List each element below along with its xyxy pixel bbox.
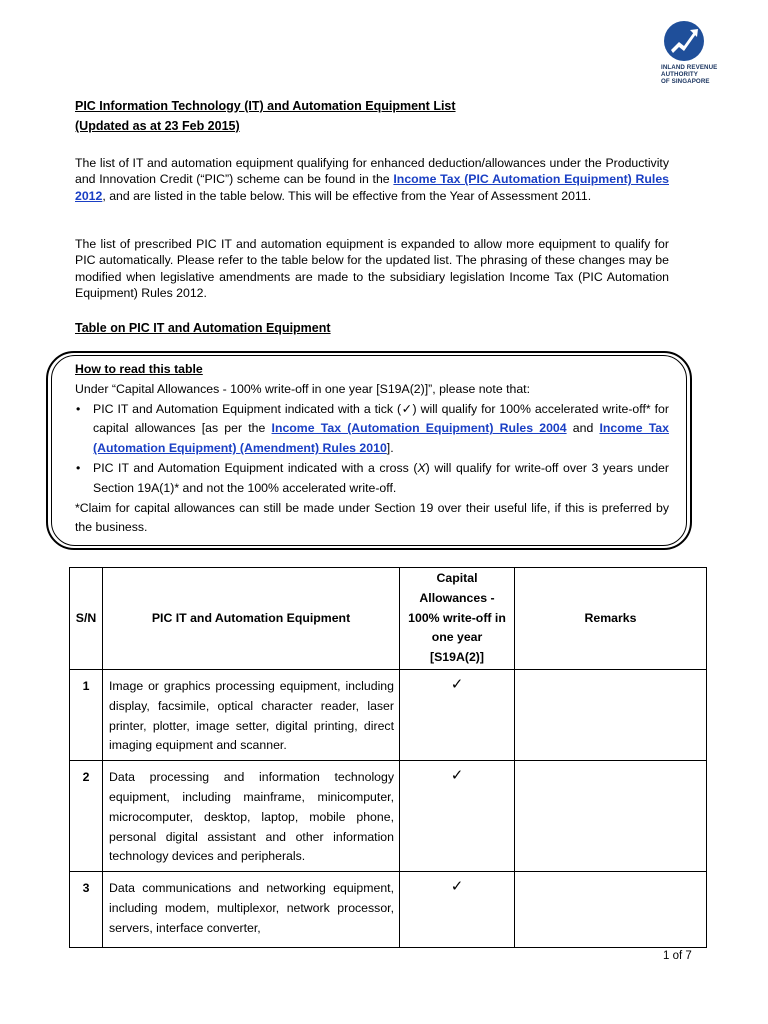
logo-text-line1: INLAND REVENUE	[661, 64, 718, 71]
table-header-row	[70, 568, 707, 670]
howto-bullet-cross: • PIC IT and Automation Equipment indicated with a cross (X) will qualify for write-off over 3 years under Section 19A(1)* and not the 100% accelerated write-off.	[76, 460, 669, 495]
logo-text-line3: OF SINGAPORE	[661, 78, 710, 85]
table-row	[70, 872, 707, 948]
row-tick-icon: ✓	[400, 761, 515, 872]
iras-logo	[661, 20, 741, 85]
row-equipment: Data processing and information technology equipment, including mainframe, minicomputer, microcomputer, desktop, laptop, mobile phone, personal digital assistant and other information technology devices and peripherals.	[103, 761, 400, 872]
howto-intro: Under “Capital Allowances - 100% write-off in one year [S19A(2)]”, please note that:	[75, 381, 530, 396]
pic-rules-2012-link[interactable]: Income Tax (PIC Automation Equipment) Rules 2012	[75, 172, 669, 203]
title-line2: (Updated as at 23 Feb 2015)	[75, 119, 240, 133]
automation-rules-2004-link[interactable]: Income Tax (Automation Equipment) Rules 2004	[271, 421, 567, 436]
expanded-list-paragraph: The list of prescribed PIC IT and automation equipment is expanded to allow more equipment to qualify for PIC automatically. Please refer to the table below for the updated list. The phrasing of these changes may be modified when legislative amendments are made to the subsidiary legislation Income Tax (PIC Automation Equipment) Rules 2012.	[75, 237, 669, 301]
header-sn: S/N	[70, 568, 103, 670]
equipment-table	[69, 567, 707, 948]
table-row	[70, 670, 707, 761]
intro-paragraph	[75, 155, 669, 204]
bullet-icon: •	[76, 460, 81, 475]
header-equipment: PIC IT and Automation Equipment	[103, 568, 400, 670]
logo-text-line2: AUTHORITY	[661, 71, 698, 78]
intro-text-before: The list of IT and automation equipment qualifying for enhanced deduction/allowances under the Productivity and Innovation Credit (“PIC”) scheme can be found in the	[75, 156, 669, 187]
howto-heading: How to read this table	[75, 362, 203, 376]
page-number: 1 of 7	[663, 950, 692, 962]
row-equipment: Data communications and networking equipment, including modem, multiplexor, network processor, servers, interface converter,	[103, 872, 400, 948]
row-remarks	[515, 761, 707, 872]
intro-text-after: , and are listed in the table below. This will be effective from the Year of Assessment 2011.	[102, 188, 592, 203]
document-title	[75, 96, 456, 136]
cross-icon: X	[417, 460, 426, 475]
table-heading: Table on PIC IT and Automation Equipment	[75, 321, 331, 335]
header-capital-allowances: Capital Allowances - 100% write-off in one year [S19A(2)]	[400, 568, 515, 670]
howto-box	[75, 360, 669, 538]
row-sn: 3	[70, 872, 103, 948]
row-sn: 2	[70, 761, 103, 872]
howto-list	[75, 400, 669, 499]
automation-amendment-rules-2010-link[interactable]: Income Tax (Automation Equipment) (Amendment) Rules 2010	[93, 421, 669, 456]
title-line1: PIC Information Technology (IT) and Automation Equipment List	[75, 99, 456, 113]
howto-footnote: *Claim for capital allowances can still be made under Section 19 over their useful life, if this is preferred by the business.	[75, 500, 669, 535]
howto-bullet-tick: • PIC IT and Automation Equipment indicated with a tick (✓) will qualify for 100% accelerated write-off* for capital allowances [as per the Income Tax (Automation Equipment) Rules 2004 and Income Tax (Automation Equipment) (Amendment) Rules 2010].	[76, 401, 669, 456]
row-remarks	[515, 872, 707, 948]
row-equipment: Image or graphics processing equipment, including display, facsimile, optical character reader, laser printer, plotter, image setter, digital printing, direct imaging equipment and scanner.	[103, 670, 400, 761]
table-row	[70, 761, 707, 872]
tick-icon: ✓	[401, 401, 413, 416]
row-remarks	[515, 670, 707, 761]
row-sn: 1	[70, 670, 103, 761]
row-tick-icon: ✓	[400, 670, 515, 761]
bullet-icon: •	[76, 401, 81, 416]
header-remarks: Remarks	[515, 568, 707, 670]
iras-emblem-icon	[663, 20, 705, 62]
row-tick-icon: ✓	[400, 872, 515, 948]
